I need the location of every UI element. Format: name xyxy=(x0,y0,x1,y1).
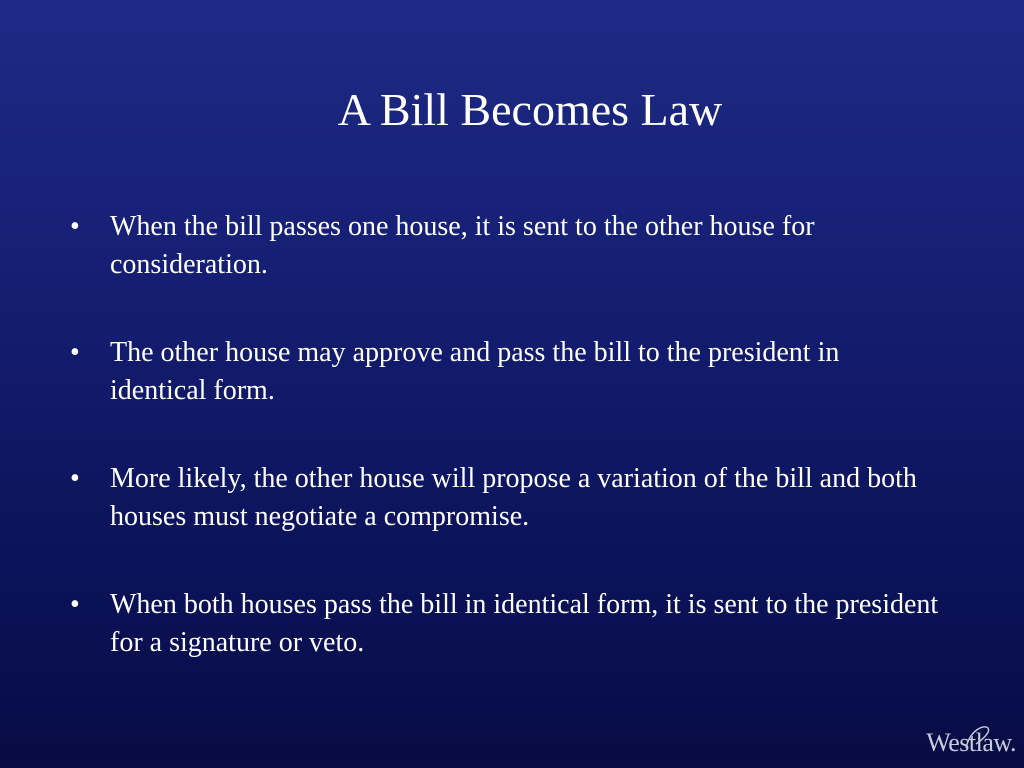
bullet-list xyxy=(70,208,940,712)
bullet-marker: • xyxy=(70,589,80,620)
logo-text: Westlaw. xyxy=(926,728,1016,757)
bullet-marker: • xyxy=(70,211,80,242)
bullet-item xyxy=(70,334,940,410)
bullet-text: When the bill passes one house, it is sent to the other house for consideration. xyxy=(110,211,815,280)
slide-title: A Bill Becomes Law xyxy=(337,84,723,135)
bullet-item xyxy=(70,208,940,284)
bullet-text: The other house may approve and pass the bill to the president in identical form. xyxy=(110,337,840,406)
westlaw-logo xyxy=(916,720,1016,760)
bullet-text: More likely, the other house will propose a variation of the bill and both houses must negotiate a compromise. xyxy=(110,463,917,532)
bullet-marker: • xyxy=(70,463,80,494)
bullet-item xyxy=(70,586,940,662)
bullet-marker: • xyxy=(70,337,80,368)
bullet-text: When both houses pass the bill in identical form, it is sent to the president for a signature or veto. xyxy=(110,589,939,658)
bullet-item xyxy=(70,460,940,536)
